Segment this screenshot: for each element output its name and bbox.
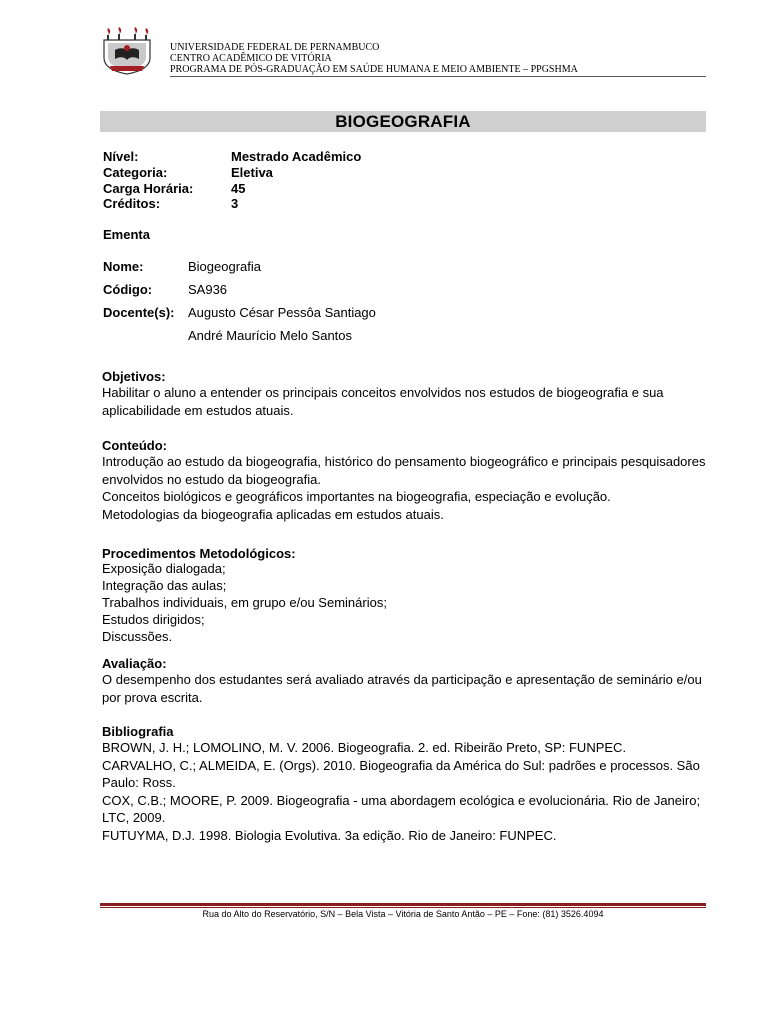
section-line: Exposição dialogada; — [102, 561, 226, 576]
footer-divider-thin — [100, 907, 706, 908]
meta-value: Mestrado Acadêmico — [231, 149, 362, 164]
header-divider — [170, 76, 706, 77]
field-docentes-continued — [103, 328, 376, 351]
meta-label: Nível: — [103, 149, 139, 164]
program-name: PROGRAMA DE PÓS-GRADUAÇÃO EM SAÚDE HUMANA E MEIO AMBIENTE – PPGSHMA — [170, 64, 578, 75]
section-title: Bibliografia — [102, 724, 174, 739]
institution-header-text — [170, 42, 578, 75]
reference-item: CARVALHO, C.; ALMEIDA, E. (Orgs). 2010. Biogeografia da América do Sul: padrões e processos. São Paulo: Ross. — [102, 757, 700, 790]
section-line: Introdução ao estudo da biogeografia, histórico do pensamento biogeográfico e principais pesquisadores envolvidos no estudo da biogeografia. — [102, 454, 706, 487]
field-docentes — [103, 305, 376, 328]
section-line: Conceitos biológicos e geográficos importantes na biogeografia, especiação e evolução. — [102, 489, 611, 504]
document-header — [100, 26, 706, 76]
course-fields — [103, 259, 376, 351]
footer-address: Rua do Alto do Reservatório, S/N – Bela Vista – Vitória de Santo Antão – PE – Fone: (81) 3526.4094 — [202, 909, 604, 919]
meta-row-nivel — [103, 149, 361, 165]
center-name: CENTRO ACADÊMICO DE VITÓRIA — [170, 53, 332, 64]
meta-label: Carga Horária: — [103, 180, 194, 196]
reference-item: FUTUYMA, D.J. 1998. Biologia Evolutiva. 3a edição. Rio de Janeiro: FUNPEC. — [102, 827, 557, 843]
field-label: Nome: — [103, 259, 144, 274]
bibliografia-section — [102, 724, 712, 844]
procedimentos-section — [102, 546, 712, 646]
field-value: Biogeografia — [188, 259, 261, 274]
objetivos-section — [102, 369, 712, 419]
university-name: UNIVERSIDADE FEDERAL DE PERNAMBUCO — [170, 42, 380, 53]
section-title: Avaliação: — [102, 656, 167, 671]
section-title: Conteúdo: — [102, 438, 167, 453]
section-title: Procedimentos Metodológicos: — [102, 546, 296, 561]
field-label: Docente(s): — [103, 305, 175, 320]
field-nome — [103, 259, 376, 282]
course-title: BIOGEOGRAFIA — [335, 112, 471, 131]
course-meta — [103, 149, 361, 212]
meta-row-creditos — [103, 196, 361, 212]
meta-row-carga-horaria — [103, 181, 361, 197]
reference-item: BROWN, J. H.; LOMOLINO, M. V. 2006. Biogeografia. 2. ed. Ribeirão Preto, SP: FUNPEC. — [102, 740, 627, 755]
field-codigo — [103, 282, 376, 305]
course-title-bar — [100, 111, 706, 132]
reference-item: COX, C.B.; MOORE, P. 2009. Biogeografia - uma abordagem ecológica e evolucionária. Rio de Janeiro; LTC, 2009. — [102, 792, 701, 825]
section-line: Trabalhos individuais, em grupo e/ou Seminários; — [102, 594, 387, 610]
ementa-heading: Ementa — [103, 227, 150, 242]
meta-value: 45 — [231, 180, 246, 196]
field-value: André Maurício Melo Santos — [188, 328, 353, 343]
section-line: Metodologias da biogeografia aplicadas em estudos atuais. — [102, 506, 444, 522]
meta-value: Eletiva — [231, 164, 273, 180]
section-text: Habilitar o aluno a entender os principais conceitos envolvidos nos estudos de biogeografia e sua aplicabilidade em estudos atuais. — [102, 385, 664, 418]
meta-row-categoria — [103, 165, 361, 181]
section-line: Discussões. — [102, 628, 173, 644]
section-line: Integração das aulas; — [102, 577, 227, 593]
field-value: SA936 — [188, 282, 228, 297]
meta-label: Créditos: — [103, 196, 161, 212]
section-text: O desempenho dos estudantes será avaliado através da participação e apresentação de seminário e/ou por prova escrita. — [102, 672, 702, 705]
footer-divider-thick — [100, 903, 706, 906]
field-value: Augusto César Pessôa Santiago — [188, 305, 376, 320]
avaliacao-section — [102, 656, 712, 706]
section-title: Objetivos: — [102, 369, 166, 384]
meta-label: Categoria: — [103, 164, 168, 180]
conteudo-section — [102, 438, 712, 523]
section-line: Estudos dirigidos; — [102, 611, 205, 627]
field-label: Código: — [103, 282, 153, 297]
meta-value: 3 — [231, 196, 239, 212]
university-crest-icon — [100, 26, 154, 76]
